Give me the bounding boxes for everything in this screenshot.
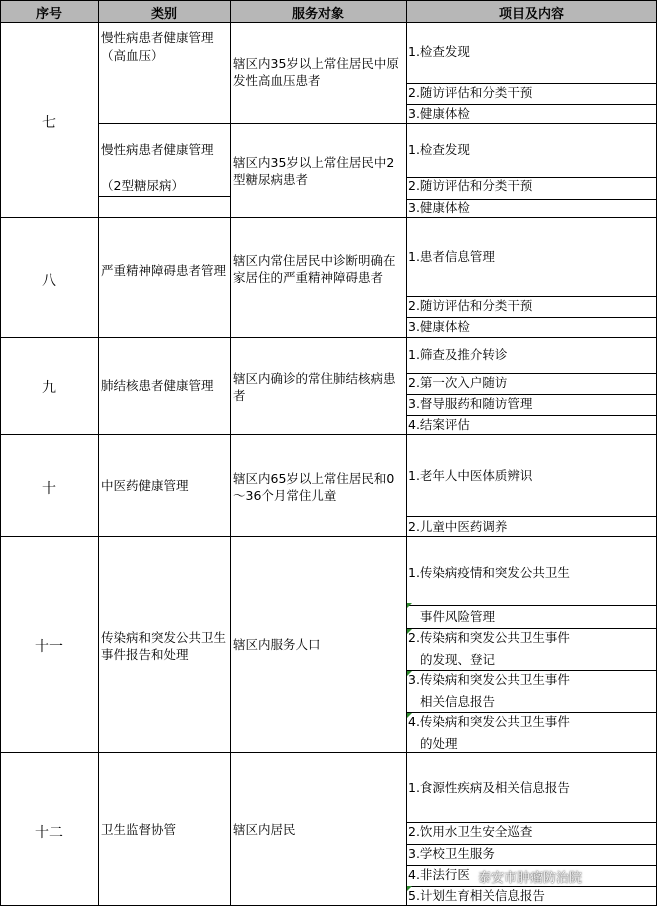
- grid-hline: [406, 394, 657, 395]
- item-7a-1: 1.检查发现: [408, 44, 470, 59]
- watermark-text: 泰安市肿瘤防治院: [478, 871, 583, 886]
- grid-vline: [406, 0, 407, 906]
- grid-hline: [0, 22, 657, 23]
- item-11-1b: 事件风险管理: [420, 609, 496, 624]
- comment-marker: [407, 629, 412, 634]
- item-9-1: 1.筛查及推介转诊: [408, 347, 508, 362]
- item-9-2: 2.第一次入户随访: [408, 375, 508, 390]
- grid-hline: [406, 415, 657, 416]
- item-12-2: 2.饮用水卫生安全巡查: [408, 824, 533, 839]
- category-supervision: 卫生监督协管: [101, 822, 177, 837]
- grid-vline: [0, 0, 1, 906]
- item-12-1: 1.食源性疾病及相关信息报告: [408, 780, 570, 795]
- item-12-5: 5.计划生育相关信息报告: [408, 888, 545, 903]
- item-12-4: 4.非法行医: [408, 867, 470, 882]
- header-seq: 序号: [35, 7, 62, 22]
- item-10-2: 2.儿童中医药调养: [408, 519, 508, 534]
- item-8-3: 3.健康体检: [408, 319, 470, 334]
- item-11-2a: 2.传染病和突发公共卫生事件: [408, 630, 570, 645]
- item-7a-2: 2.随访评估和分类干预: [408, 85, 533, 100]
- grid-vline: [98, 0, 99, 906]
- grid-hline: [406, 844, 657, 845]
- grid-hline: [98, 123, 657, 124]
- item-11-2b: 的发现、登记: [420, 652, 496, 667]
- grid-hline: [406, 670, 657, 671]
- target-tcm: 辖区内65岁以上常住居民和0～36个月常住儿童: [233, 471, 395, 503]
- item-7b-1: 1.检查发现: [408, 142, 470, 157]
- item-11-4a: 4.传染病和突发公共卫生事件: [408, 714, 570, 729]
- category-tb: 肺结核患者健康管理: [101, 378, 214, 393]
- target-diabetes: 辖区内35岁以上常住居民中2型糖尿病患者: [233, 155, 395, 187]
- grid-hline: [406, 296, 657, 297]
- row-seq-7: 七: [42, 115, 56, 131]
- row-seq-10: 十: [42, 481, 56, 497]
- grid-hline: [0, 217, 657, 218]
- grid-hline: [0, 536, 657, 537]
- category-diabetes-line2: （2型糖尿病）: [101, 178, 184, 193]
- comment-marker: [407, 886, 412, 891]
- grid-hline: [0, 0, 657, 1]
- grid-hline: [406, 516, 657, 517]
- grid-hline: [0, 752, 657, 753]
- header-target: 服务对象: [291, 7, 344, 22]
- item-8-1: 1.患者信息管理: [408, 249, 495, 264]
- category-hypertension-line1: 慢性病患者健康管理: [101, 30, 214, 45]
- item-9-3: 3.督导服药和随访管理: [408, 396, 533, 411]
- target-supervision: 辖区内居民: [233, 822, 296, 837]
- target-mental: 辖区内常住居民中诊断明确在家居住的严重精神障碍患者: [233, 253, 396, 285]
- grid-vline: [230, 0, 231, 906]
- grid-hline: [406, 104, 657, 105]
- row-seq-8: 八: [42, 273, 56, 289]
- grid-hline: [98, 196, 230, 197]
- target-tb: 辖区内确诊的常住肺结核病患者: [233, 371, 396, 403]
- item-10-1: 1.老年人中医体质辨识: [408, 468, 533, 483]
- item-11-1a: 1.传染病疫情和突发公共卫生: [408, 565, 570, 580]
- row-seq-11: 十一: [35, 639, 63, 655]
- grid-hline: [406, 317, 657, 318]
- category-mental: 严重精神障碍患者管理: [101, 263, 227, 278]
- category-hypertension-line2: （高血压）: [101, 48, 164, 63]
- item-11-4b: 的处理: [420, 736, 458, 751]
- target-infectious: 辖区内服务人口: [233, 637, 321, 652]
- comment-marker: [407, 713, 412, 718]
- item-7a-3: 3.健康体检: [408, 106, 470, 121]
- category-infectious: 传染病和突发公共卫生事件报告和处理: [101, 630, 227, 662]
- grid-hline: [406, 373, 657, 374]
- item-12-3: 3.学校卫生服务: [408, 846, 495, 861]
- grid-hline: [406, 886, 657, 887]
- grid-hline: [406, 865, 657, 866]
- header-content: 项目及内容: [498, 7, 564, 22]
- grid-hline: [0, 434, 657, 435]
- category-tcm: 中医药健康管理: [101, 478, 189, 493]
- comment-marker: [407, 671, 412, 676]
- grid-hline: [406, 712, 657, 713]
- row-seq-12: 十二: [35, 825, 63, 841]
- comment-marker: [407, 603, 412, 608]
- item-7b-3: 3.健康体检: [408, 200, 470, 215]
- item-9-4: 4.结案评估: [408, 417, 470, 432]
- target-hypertension: 辖区内35岁以上常住居民中原发性高血压患者: [233, 56, 399, 88]
- grid-hline: [406, 822, 657, 823]
- item-11-3b: 相关信息报告: [420, 694, 496, 709]
- item-7b-2: 2.随访评估和分类干预: [408, 178, 533, 193]
- row-seq-9: 九: [42, 380, 56, 396]
- header-category: 类别: [150, 7, 177, 22]
- grid-hline: [406, 605, 657, 606]
- grid-hline: [0, 337, 657, 338]
- item-11-3a: 3.传染病和突发公共卫生事件: [408, 672, 570, 687]
- item-8-2: 2.随访评估和分类干预: [408, 298, 533, 313]
- category-diabetes-line1: 慢性病患者健康管理: [101, 142, 214, 157]
- grid-hline: [406, 628, 657, 629]
- grid-hline: [406, 83, 657, 84]
